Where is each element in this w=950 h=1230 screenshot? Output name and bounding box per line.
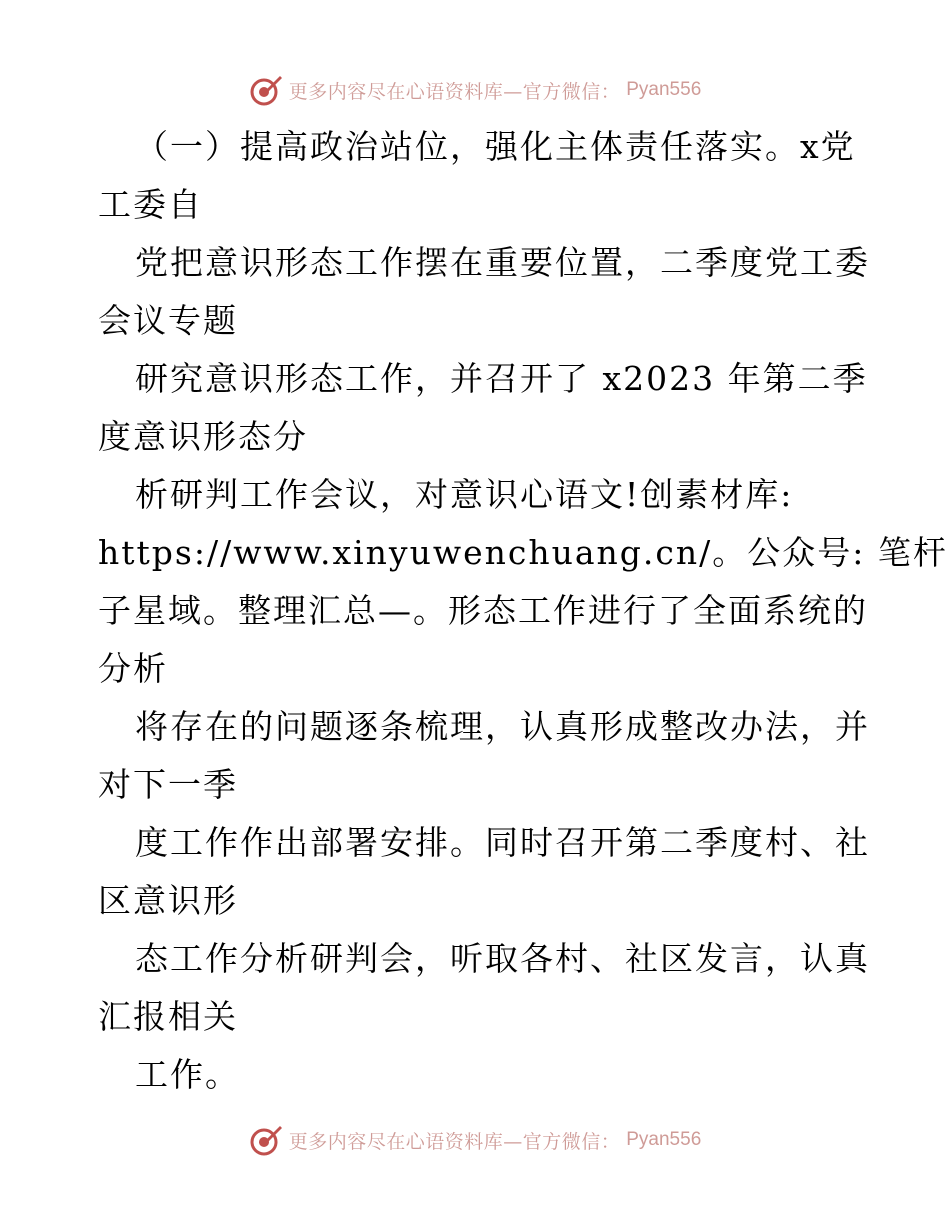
document-body (98, 118, 948, 1104)
header-wechat-id: Pyan556 (626, 79, 702, 100)
body-line: 析研判工作会议，对意识心语文!创素材库: (135, 475, 794, 514)
header-watermark (0, 72, 950, 108)
body-line: 度工作作出部署安排。同时召开第二季度村、社 (135, 823, 870, 862)
body-line: （一）提高政治站位，强化主体责任落实。x党 (135, 127, 856, 166)
body-line: 汇报相关 (98, 997, 238, 1036)
body-line: 子星域。整理汇总—。形态工作进行了全面系统的 (98, 591, 868, 630)
body-line: 研究意识形态工作，并召开了 x2023 年第二季 (135, 359, 868, 398)
body-line: 对下一季 (98, 765, 238, 804)
header-watermark-text: 更多内容尽在心语资料库—官方微信： (288, 80, 621, 103)
body-line: 会议专题 (98, 301, 238, 340)
footer-watermark (0, 1122, 950, 1158)
body-line: 态工作分析研判会，听取各村、社区发言，认真 (135, 939, 870, 978)
red-pen-circle-logo-icon (249, 73, 283, 107)
body-line: 党把意识形态工作摆在重要位置，二季度党工委 (135, 243, 870, 282)
footer-watermark-text: 更多内容尽在心语资料库—官方微信： (288, 1130, 621, 1153)
body-line: 工委自 (98, 185, 203, 224)
footer-wechat-id: Pyan556 (626, 1129, 702, 1150)
body-line: 分析 (98, 649, 168, 688)
body-line: 将存在的问题逐条梳理，认真形成整改办法，并 (135, 707, 870, 746)
body-line: 工作。 (135, 1055, 240, 1094)
red-pen-circle-logo-icon (249, 1123, 283, 1157)
body-line: https://www.xinyuwenchuang.cn/。公众号: 笔杆 (98, 533, 948, 572)
body-line: 度意识形态分 (98, 417, 308, 456)
body-line: 区意识形 (98, 881, 238, 920)
